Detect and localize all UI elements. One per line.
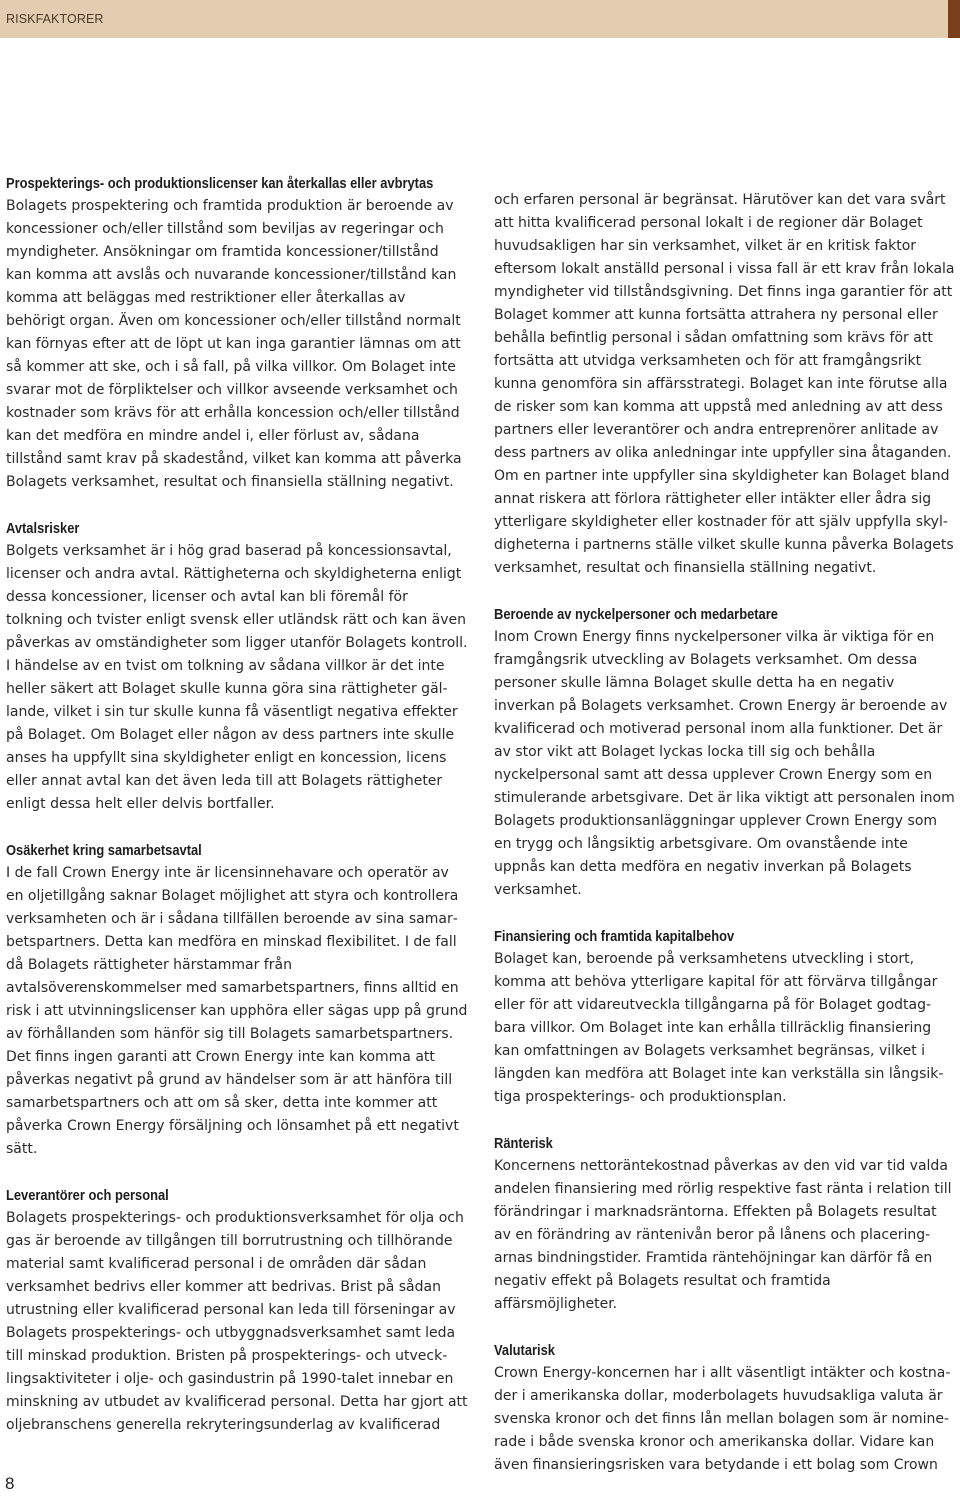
section-body: I de fall Crown Energy inte är licensinnehavare och operatör av en oljetillgång saknar Bolaget möjlighet att styra och kontrollera verksamheten och är i sådana tillfällen beroende av sina samarbetspartners. Detta kan medföra en minskad flexibilitet. I de fall då Bolagets rättigheter härstammar från avtalsöverenskommelser med samarbetspartners, finns alltid en risk i att utvinningslicenser kan upphöra eller sägas upp på grund av förhållanden som hänför sig till Bolagets samarbetspartners. Det finns ingen garanti att Crown Energy inte kan komma att påverkas negativt på grund av händelser som är att hänföra till samarbetspartners och att om så sker, detta inte kommer att påverka Crown Energy försäljning och lönsamhet på ett negativt sätt. xyxy=(6,865,468,1157)
corner-accent xyxy=(948,0,960,38)
right-column xyxy=(494,189,956,1500)
section-body: Bolaget kan, beroende på verksamhetens utveckling i stort, komma att behöva ytterligare kapital för att förvärva tillgångar eller för att vidareutveckla tillgångarna på för Bolaget godtagbara villkor. Om Bolaget inte kan erhålla tillräcklig finansiering kan omfattningen av Bolagets verksamhet begränsas, vilket i längden kan medföra att Bolaget inte kan verkställa sin långsiktiga prospekterings- och produktionsplan. xyxy=(494,951,944,1105)
section-heading: Finansiering och framtida kapitalbehov xyxy=(494,928,735,945)
page-number: 8 xyxy=(5,1474,15,1493)
section-key-personnel xyxy=(494,603,956,902)
section-body: Bolagets prospektering och framtida produktion är beroende av koncessioner och/eller tillstånd som beviljas av regeringar och myndigheter. Ansökningar om framtida koncessioner/tillstånd kan komma att avslås och nuvarande koncessioner/tillstånd kan komma att beläggas med restriktioner eller återkallas av behörigt organ. Även om koncessioner och/eller tillstånd normalt kan förnyas efter att de löpt ut kan inga garantier lämnas om att så kommer att ske, och i så fall, på vilka villkor. Om Bolaget inte svarar mot de förpliktelser och villkor avseende verksamhet och kostnader som krävs för att erhålla koncession och/eller tillstånd kan det medföra en mindre andel i, eller förlust av, sådana tillstånd samt krav på skadestånd, vilket kan komma att påverka Bolagets verksamhet, resultat och finansiella ställning negativt. xyxy=(6,198,462,490)
section-financing xyxy=(494,925,956,1109)
section-body: Koncernens nettoräntekostnad påverkas av den vid var tid valda andelen finansiering med rörlig respektive fast ränta i relation till förändringar i marknadsräntorna. Effekten på Bolagets resultat av en förändring av räntenivån beror på lånens och placeringarnas bindningstider. Framtida räntehöjningar kan därför få en negativ effekt på Bolagets resultat och framtida affärsmöjligheter. xyxy=(494,1158,952,1312)
section-body: Bolagets prospekterings- och produktionsverksamhet för olja och gas är beroende av tillgången till borrutrustning och tillhörande material samt kvalificerad personal i de områden där sådan verksamhet bedrivs eller kommer att bedrivas. Brist på sådan utrustning eller kvalificerad personal kan leda till förseningar av Bolagets prospekterings- och utbyggnadsverksamhet samt leda till minskad produktion. Bristen på prospekterings- och utvecklingsaktiviteter i olje- och gasindustrin på 1990-talet innebar en minskning av utbudet av kvalificerad personal. Detta har gjort att oljebranschens generella rekryteringsunderlag av kvalificerad xyxy=(6,1210,468,1433)
section-heading: Ränterisk xyxy=(494,1135,553,1152)
section-body: Bolgets verksamhet är i hög grad baserad på koncessionsavtal, licenser och andra avtal. Rättigheterna och skyldigheterna enligt dessa koncessioner, licenser och avtal kan bli föremål för tolkning och tvister enligt svensk eller utländsk rätt och kan även påverkas av omständigheter som ligger utanför Bolagets kontroll. I händelse av en tvist om tolkning av sådana villkor är det inte heller säkert att Bolaget skulle kunna göra sina rättigheter gällande, vilket i sin tur skulle kunna få väsentligt negativa effekter på Bolaget. Om Bolaget eller någon av dess partners inte skulle anses ha uppfyllt sina skyldigheter enligt en koncession, licens eller annat avtal kan det även leda till att Bolagets rättigheter enligt dessa helt eller delvis bortfaller. xyxy=(6,543,468,812)
section-heading: Osäkerhet kring samarbetsavtal xyxy=(6,842,202,859)
section-currency-risk xyxy=(494,1339,956,1477)
section-suppliers-staff xyxy=(6,1184,468,1437)
section-heading: Leverantörer och personal xyxy=(6,1187,169,1204)
header-band xyxy=(0,0,960,38)
section-contract-risks xyxy=(6,517,468,816)
section-body: Crown Energy-koncernen har i allt väsentligt intäkter och kostnader i amerikanska dollar, moderbolagets huvudsakliga valuta är svenska kronor och det finns lån mellan bolagen som är nominerade i både svenska kronor och amerikanska dollar. Vidare kan även finansieringsrisken vara betydande i ett bolag som Crown xyxy=(494,1365,951,1473)
section-label: RISKFAKTORER xyxy=(6,12,104,26)
section-licenses xyxy=(6,172,468,494)
section-partnership-uncertainty xyxy=(6,839,468,1161)
section-body: och erfaren personal är begränsat. Härutöver kan det vara svårt att hitta kvalificerad personal lokalt i de regioner där Bolaget huvudsakligen har sin verksamhet, vilket är en kritisk faktor eftersom lokalt anställd personal i vissa fall är ett krav från lokala myndigheter vid tillståndsgivning. Det finns inga garantier för att Bolaget kommer att kunna fortsätta attrahera ny personal eller behålla befintlig personal i sådan omfattning som krävs för att fortsätta att utvidga verksamheten och för att framgångsrikt kunna genomföra sin affärsstrategi. Bolaget kan inte förutse alla de risker som kan komma att uppstå med anledning av att dess partners eller leverantörer och andra entreprenörer anlitade av dess partners av olika anledningar inte uppfyller sina åtaganden. Om en partner inte uppfyller sina skyldigheter kan Bolaget bland annat riskera att förlora rättigheter eller intäkter eller ådra sig ytterligare skyldigheter eller kostnader för att själv uppfylla skyldigheterna i partnerns ställe vilket skulle kunna påverka Bolagets verksamhet, resultat och finansiella ställning negativt. xyxy=(494,192,955,576)
section-heading: Prospekterings- och produktionslicenser kan återkallas eller avbrytas xyxy=(6,175,434,192)
section-heading: Beroende av nyckelpersoner och medarbetare xyxy=(494,606,778,623)
section-interest-risk xyxy=(494,1132,956,1316)
section-body: Inom Crown Energy finns nyckelpersoner vilka är viktiga för en framgångsrik utveckling av Bolagets verksamhet. Om dessa personer skulle lämna Bolaget skulle detta ha en negativ inverkan på Bolagets verksamhet. Crown Energy är beroende av kvalificerad och motiverad personal inom alla funktioner. Det är av stor vikt att Bolaget lyckas locka till sig och behålla nyckelpersonal samt att dessa upplever Crown Energy som en stimulerande arbetsgivare. Det är lika viktigt att personalen inom Bolagets produktionsanläggningar upplever Crown Energy som en trygg och långsiktig arbetsgivare. Om ovanstående inte uppnås kan detta medföra en negativ inverkan på Bolagets verksamhet. xyxy=(494,629,955,898)
section-heading: Valutarisk xyxy=(494,1342,555,1359)
section-heading: Avtalsrisker xyxy=(6,520,80,537)
left-column xyxy=(6,172,468,1460)
section-continuation xyxy=(494,189,956,580)
